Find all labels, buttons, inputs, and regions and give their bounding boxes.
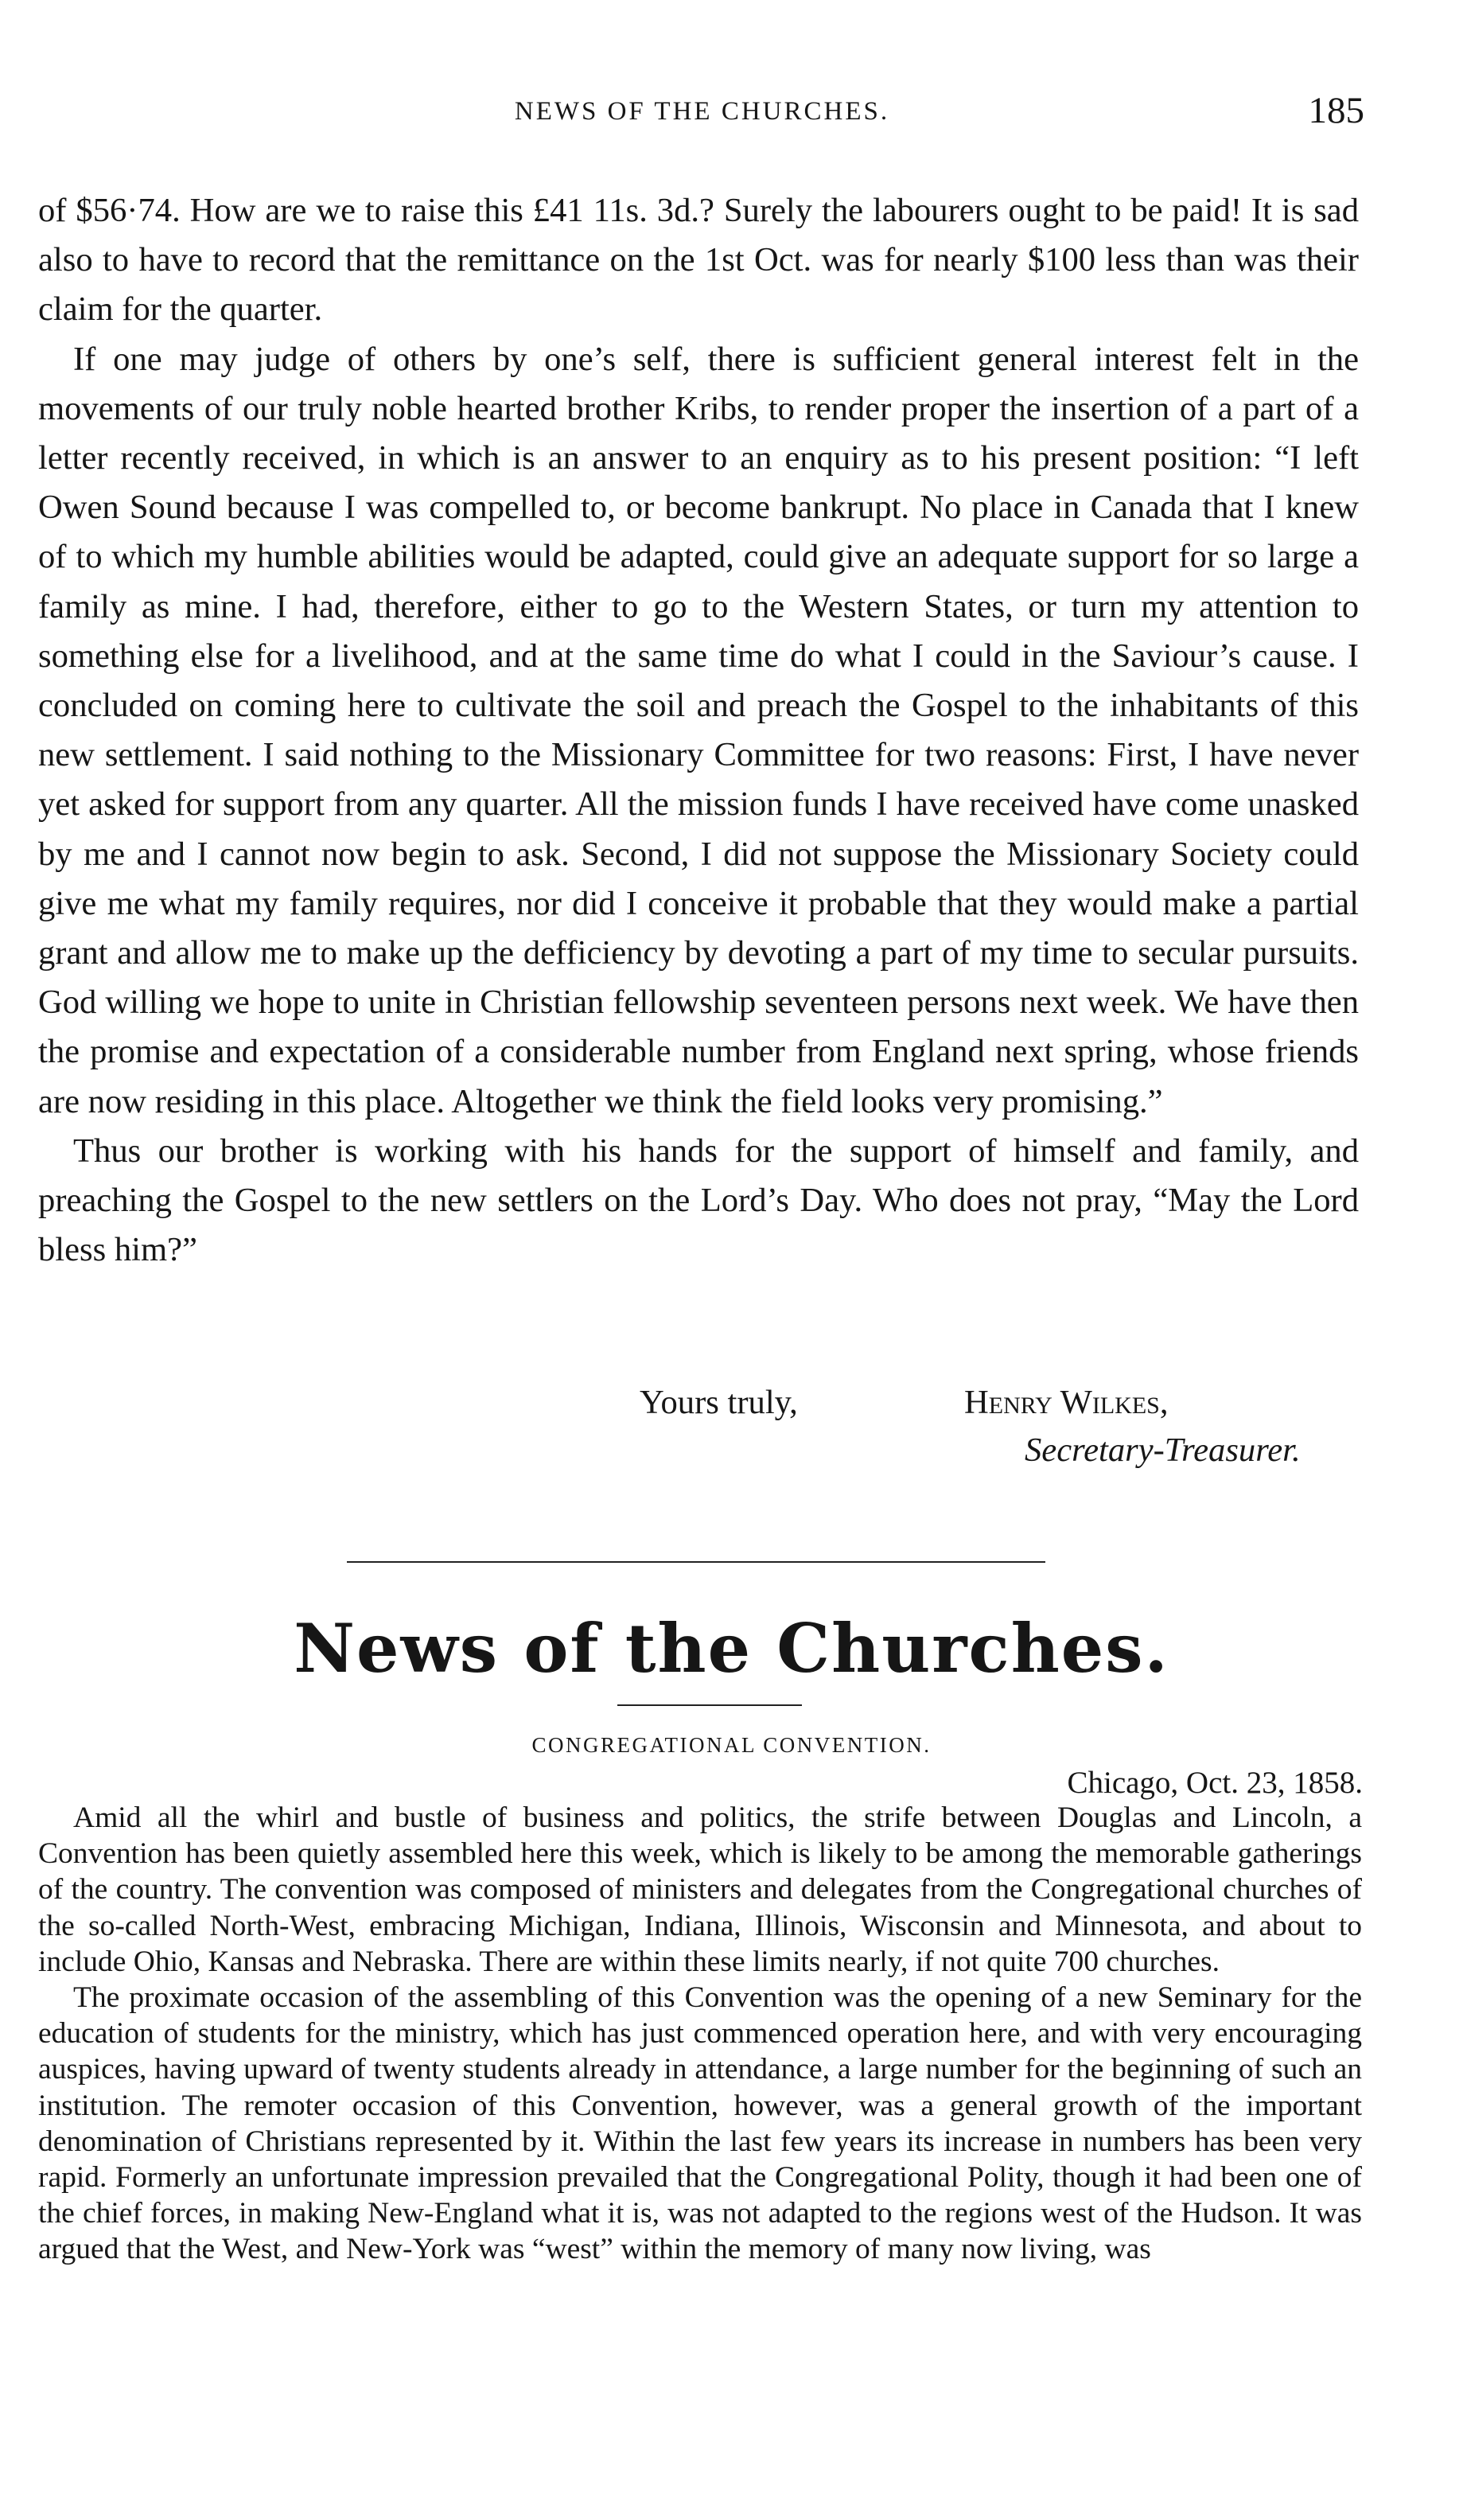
article-subheading: CONGREGATIONAL CONVENTION. bbox=[531, 1733, 932, 1757]
signer-name: Henry Wilkes, bbox=[964, 1384, 1169, 1421]
letter-signature bbox=[38, 1383, 1359, 1478]
signer-title: Secretary-Treasurer. bbox=[1025, 1431, 1301, 1469]
section-heading: News of the Churches. bbox=[294, 1609, 1169, 1688]
letter-body bbox=[38, 186, 1359, 1275]
article-paragraph-1: Amid all the whirl and bustle of business and politics, the strife between Douglas and Lincoln, a Convention has been quietly assembled here this week, which is likely to be among the memorable gatherings of the country. The convention was composed of ministers and delegates from the Congregational churches of the so-called North-West, embracing Michigan, Indiana, Illinois, Wisconsin and Minnesota, and about to include Ohio, Kansas and Nebraska. There are within these limits nearly, if not quite 700 churches. bbox=[38, 1801, 1362, 1978]
article-dateline: Chicago, Oct. 23, 1858. bbox=[1067, 1766, 1363, 1800]
page-number: 185 bbox=[1308, 90, 1364, 131]
article-paragraph-2: The proximate occasion of the assembling of this Convention was the opening of a new Seminary for the education of students for the ministry, which has just commenced operation here, and with very encouraging auspices, having upward of twenty students already in attendance, a large number for the beginning of such an institution. The remoter occasion of this Convention, however, was a general growth of the important denomination of Christians represented by it. Within the last few years its increase in numbers has been very rapid. Formerly an unfortunate impression prevailed that the Congregational Polity, though it had been one of the chief forces, in making New-England what it is, was not adapted to the regions west of the Hudson. It was argued that the West, and New-York was “west” within the memory of many now living, was bbox=[38, 1981, 1362, 2266]
page-header bbox=[40, 90, 1364, 145]
article-body bbox=[38, 1800, 1362, 2268]
letter-paragraph-1: of $56·74. How are we to raise this £41 11s. 3d.? Surely the labourers ought to be paid! It is sad also to have to record that the remittance on the 1st Oct. was for nearly $100 less than was their claim for the quarter. bbox=[38, 192, 1359, 329]
letter-paragraph-3: Thus our brother is working with his hands for the support of himself and family, and preaching the Gospel to the new settlers on the Lord’s Day. Who does not pray, “May the Lord bless him?” bbox=[38, 1131, 1359, 1269]
letter-paragraph-2: If one may judge of others by one’s self, there is sufficient general interest felt in the movements of our truly noble hearted brother Kribs, to render proper the insertion of a part of a letter recently received, in which is an answer to an enquiry as to his present position: “I left Owen Sound because I was compelled to, or become bankrupt. No place in Canada that I knew of to which my humble abilities would be adapted, could give an adequate support for so large a family as mine. I had, therefore, either to go to the Western States, or turn my attention to something else for a livelihood, and at the same time do what I could in the Saviour’s cause. I concluded on coming here to cultivate the soil and preach the Gospel to the inhabitants of this new settlement. I said nothing to the Missionary Committee for two reasons: First, I have never yet asked for support from any quarter. All the mission funds I have received have come unasked by me and I cannot now begin to ask. Second, I did not suppose the Missionary Society could give me what my family requires, nor did I conceive it probable that they would make a partial grant and allow me to make up the defficiency by devoting a part of my time to secular pursuits. God willing we hope to unite in Christian fellowship seventeen persons next week. We have then the promise and expectation of a considerable number from England next spring, whose friends are now residing in this place. Altogether we think the field looks very promising.” bbox=[38, 340, 1359, 1120]
closing-line: Yours truly, bbox=[640, 1384, 798, 1421]
running-head: NEWS OF THE CHURCHES. bbox=[514, 97, 890, 126]
section-divider bbox=[347, 1561, 1045, 1563]
heading-rule bbox=[617, 1704, 802, 1706]
